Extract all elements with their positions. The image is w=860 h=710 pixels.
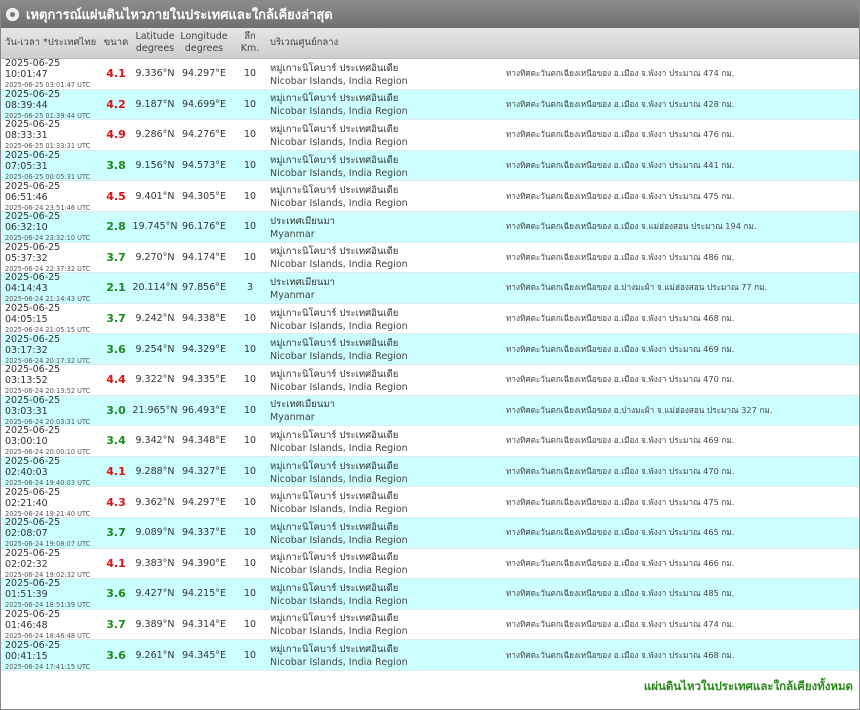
table-row[interactable] bbox=[1, 365, 859, 396]
table-row[interactable] bbox=[1, 59, 859, 90]
location-description: ทางทิศตะวันตกเฉียงเหนือของ อ.เมือง จ.พังงา ประมาณ 475 กม. bbox=[506, 190, 735, 201]
depth-value: 10 bbox=[243, 618, 257, 630]
thai-datetime: 2025-06-25 04:05:15 bbox=[5, 303, 61, 326]
latitude-value: 9.336°N bbox=[135, 68, 175, 80]
magnitude-value: 3.6 bbox=[106, 587, 126, 601]
latitude-value: 9.242°N bbox=[135, 313, 175, 325]
utc-datetime: 2025-06-25 01:39:44 UTC bbox=[5, 111, 91, 120]
datetime-cell bbox=[1, 119, 100, 150]
utc-datetime: 2025-06-24 19:08:07 UTC bbox=[5, 540, 91, 549]
utc-datetime: 2025-06-24 21:05:15 UTC bbox=[5, 326, 91, 335]
table-row[interactable] bbox=[1, 640, 859, 671]
thai-datetime: 2025-06-25 05:37:32 bbox=[5, 241, 61, 264]
longitude-value: 94.297°E bbox=[182, 68, 226, 80]
region-english: Nicobar Islands, India Region bbox=[270, 504, 408, 516]
location-description: ทางทิศตะวันตกเฉียงเหนือของ อ.เมือง จ.พังงา ประมาณ 469 กม. bbox=[506, 343, 735, 354]
location-description: ทางทิศตะวันตกเฉียงเหนือของ อ.เมือง จ.พังงา ประมาณ 470 กม. bbox=[506, 374, 735, 385]
depth-value: 10 bbox=[243, 160, 257, 172]
datetime-cell bbox=[1, 242, 100, 273]
region-cell bbox=[270, 61, 506, 87]
latitude-value: 9.156°N bbox=[135, 160, 175, 172]
datetime-cell bbox=[1, 487, 100, 518]
thai-datetime: 2025-06-25 10:01:47 bbox=[5, 58, 61, 81]
longitude-value: 94.314°E bbox=[182, 618, 226, 630]
magnitude-value: 4.5 bbox=[106, 189, 126, 203]
datetime-cell bbox=[1, 578, 100, 609]
magnitude-value: 3.0 bbox=[106, 403, 126, 417]
depth-value: 10 bbox=[243, 313, 257, 325]
latitude-value: 20.114°N bbox=[132, 282, 178, 294]
table-row[interactable] bbox=[1, 181, 859, 212]
utc-datetime: 2025-06-24 18:51:39 UTC bbox=[5, 601, 91, 610]
table-row[interactable] bbox=[1, 212, 859, 243]
region-cell bbox=[270, 459, 506, 485]
region-thai: หมู่เกาะนิโคบาร์ ประเทศอินเดีย bbox=[270, 123, 399, 135]
region-cell bbox=[270, 550, 506, 576]
region-thai: ประเทศเมียนมา bbox=[270, 399, 335, 411]
region-thai: หมู่เกาะนิโคบาร์ ประเทศอินเดีย bbox=[270, 246, 399, 258]
longitude-value: 97.856°E bbox=[182, 282, 226, 294]
longitude-value: 94.338°E bbox=[182, 313, 226, 325]
utc-datetime: 2025-06-24 22:37:32 UTC bbox=[5, 264, 91, 273]
region-thai: หมู่เกาะนิโคบาร์ ประเทศอินเดีย bbox=[270, 307, 399, 319]
region-cell bbox=[270, 489, 506, 515]
thai-datetime: 2025-06-25 02:02:32 bbox=[5, 547, 61, 570]
table-row[interactable] bbox=[1, 487, 859, 518]
region-english: Nicobar Islands, India Region bbox=[270, 657, 408, 669]
location-description: ทางทิศตะวันตกเฉียงเหนือของ อ.เมือง จ.พังงา ประมาณ 475 กม. bbox=[506, 496, 735, 507]
thai-datetime: 2025-06-25 03:03:31 bbox=[5, 394, 61, 417]
location-description: ทางทิศตะวันตกเฉียงเหนือของ อ.เมือง จ.พังงา ประมาณ 470 กม. bbox=[506, 466, 735, 477]
magnitude-value: 4.4 bbox=[106, 373, 126, 387]
region-english: Nicobar Islands, India Region bbox=[270, 167, 408, 179]
utc-datetime: 2025-06-24 19:21:40 UTC bbox=[5, 509, 91, 518]
region-thai: หมู่เกาะนิโคบาร์ ประเทศอินเดีย bbox=[270, 338, 399, 350]
longitude-value: 94.573°E bbox=[182, 160, 226, 172]
region-thai: หมู่เกาะนิโคบาร์ ประเทศอินเดีย bbox=[270, 185, 399, 197]
region-thai: หมู่เกาะนิโคบาร์ ประเทศอินเดีย bbox=[270, 521, 399, 533]
region-thai: หมู่เกาะนิโคบาร์ ประเทศอินเดีย bbox=[270, 552, 399, 564]
magnitude-value: 4.3 bbox=[106, 495, 126, 509]
region-thai: ประเทศเมียนมา bbox=[270, 215, 335, 227]
latitude-value: 21.965°N bbox=[132, 404, 178, 416]
earthquake-list bbox=[1, 59, 859, 671]
region-thai: หมู่เกาะนิโคบาร์ ประเทศอินเดีย bbox=[270, 644, 399, 656]
datetime-cell bbox=[1, 395, 100, 426]
depth-value: 3 bbox=[246, 282, 254, 294]
utc-datetime: 2025-06-24 20:00:10 UTC bbox=[5, 448, 91, 457]
location-description: ทางทิศตะวันตกเฉียงเหนือของ อ.เมือง จ.พังงา ประมาณ 441 กม. bbox=[506, 160, 735, 171]
latitude-value: 9.254°N bbox=[135, 343, 175, 355]
depth-value: 10 bbox=[243, 527, 257, 539]
region-cell bbox=[270, 367, 506, 393]
depth-value: 10 bbox=[243, 466, 257, 478]
magnitude-value: 3.6 bbox=[106, 648, 126, 662]
thai-datetime: 2025-06-25 03:13:52 bbox=[5, 364, 61, 387]
header-magnitude: ขนาด bbox=[103, 37, 129, 48]
region-english: Nicobar Islands, India Region bbox=[270, 534, 408, 546]
region-english: Nicobar Islands, India Region bbox=[270, 381, 408, 393]
header-longitude: Longitude degrees bbox=[180, 31, 228, 54]
table-row[interactable] bbox=[1, 334, 859, 365]
magnitude-value: 3.7 bbox=[106, 526, 126, 540]
location-description: ทางทิศตะวันตกเฉียงเหนือของ อ.เมือง จ.พังงา ประมาณ 476 กม. bbox=[506, 129, 735, 140]
region-cell bbox=[270, 244, 506, 270]
magnitude-value: 4.1 bbox=[106, 465, 126, 479]
depth-value: 10 bbox=[243, 68, 257, 80]
depth-value: 10 bbox=[243, 129, 257, 141]
latitude-value: 9.383°N bbox=[135, 557, 175, 569]
latitude-value: 9.270°N bbox=[135, 251, 175, 263]
magnitude-value: 3.6 bbox=[106, 342, 126, 356]
latitude-value: 9.187°N bbox=[135, 98, 175, 110]
utc-datetime: 2025-06-25 01:33:31 UTC bbox=[5, 142, 91, 151]
datetime-cell bbox=[1, 181, 100, 212]
latitude-value: 19.745°N bbox=[132, 221, 178, 233]
magnitude-value: 3.7 bbox=[106, 312, 126, 326]
longitude-value: 94.335°E bbox=[182, 374, 226, 386]
latitude-value: 9.401°N bbox=[135, 190, 175, 202]
region-english: Myanmar bbox=[270, 228, 315, 240]
latitude-value: 9.286°N bbox=[135, 129, 175, 141]
region-english: Nicobar Islands, India Region bbox=[270, 473, 408, 485]
location-description: ทางทิศตะวันตกเฉียงเหนือของ อ.เมือง จ.พังงา ประมาณ 465 กม. bbox=[506, 527, 735, 538]
latitude-value: 9.342°N bbox=[135, 435, 175, 447]
location-description: ทางทิศตะวันตกเฉียงเหนือของ อ.เมือง จ.พังงา ประมาณ 474 กม. bbox=[506, 618, 735, 629]
thai-datetime: 2025-06-25 03:00:10 bbox=[5, 425, 61, 448]
datetime-cell bbox=[1, 272, 100, 303]
depth-value: 10 bbox=[243, 404, 257, 416]
thai-datetime: 2025-06-25 01:46:48 bbox=[5, 608, 61, 631]
region-cell bbox=[270, 183, 506, 209]
thai-datetime: 2025-06-25 03:17:32 bbox=[5, 333, 61, 356]
depth-value: 10 bbox=[243, 588, 257, 600]
header-depth: ลึก Km. bbox=[240, 31, 260, 54]
region-english: Nicobar Islands, India Region bbox=[270, 106, 408, 118]
thai-datetime: 2025-06-25 00:41:15 bbox=[5, 639, 61, 662]
latitude-value: 9.261°N bbox=[135, 649, 175, 661]
longitude-value: 94.305°E bbox=[182, 190, 226, 202]
longitude-value: 94.329°E bbox=[182, 343, 226, 355]
utc-datetime: 2025-06-24 17:41:15 UTC bbox=[5, 662, 91, 671]
depth-value: 10 bbox=[243, 496, 257, 508]
header-latitude: Latitude degrees bbox=[135, 31, 175, 54]
datetime-cell bbox=[1, 211, 100, 242]
utc-datetime: 2025-06-24 20:13:52 UTC bbox=[5, 387, 91, 396]
utc-datetime: 2025-06-24 20:03:31 UTC bbox=[5, 417, 91, 426]
magnitude-value: 4.2 bbox=[106, 97, 126, 111]
depth-value: 10 bbox=[243, 98, 257, 110]
magnitude-value: 2.8 bbox=[106, 220, 126, 234]
depth-value: 10 bbox=[243, 374, 257, 386]
datetime-cell bbox=[1, 150, 100, 181]
longitude-value: 94.276°E bbox=[182, 129, 226, 141]
longitude-value: 96.176°E bbox=[182, 221, 226, 233]
datetime-cell bbox=[1, 364, 100, 395]
region-english: Nicobar Islands, India Region bbox=[270, 442, 408, 454]
datetime-cell bbox=[1, 609, 100, 640]
region-english: Myanmar bbox=[270, 289, 315, 301]
region-cell bbox=[270, 397, 506, 423]
location-description: ทางทิศตะวันตกเฉียงเหนือของ อ.ปางมะผ้า จ.แม่ฮ่องสอน ประมาณ 77 กม. bbox=[506, 282, 768, 293]
location-description: ทางทิศตะวันตกเฉียงเหนือของ อ.เมือง จ.พังงา ประมาณ 428 กม. bbox=[506, 98, 735, 109]
thai-datetime: 2025-06-25 08:39:44 bbox=[5, 88, 61, 111]
longitude-value: 94.390°E bbox=[182, 557, 226, 569]
datetime-cell bbox=[1, 303, 100, 334]
region-cell bbox=[270, 611, 506, 637]
thai-datetime: 2025-06-25 02:21:40 bbox=[5, 486, 61, 509]
location-description: ทางทิศตะวันตกเฉียงเหนือของ อ.เมือง จ.พังงา ประมาณ 485 กม. bbox=[506, 588, 735, 599]
datetime-cell bbox=[1, 456, 100, 487]
latitude-value: 9.389°N bbox=[135, 618, 175, 630]
region-cell bbox=[270, 520, 506, 546]
latitude-value: 9.288°N bbox=[135, 466, 175, 478]
longitude-value: 94.337°E bbox=[182, 527, 226, 539]
magnitude-value: 4.1 bbox=[106, 556, 126, 570]
table-row[interactable] bbox=[1, 120, 859, 151]
latitude-value: 9.427°N bbox=[135, 588, 175, 600]
utc-datetime: 2025-06-24 19:02:32 UTC bbox=[5, 570, 91, 579]
location-description: ทางทิศตะวันตกเฉียงเหนือของ อ.เมือง จ.พังงา ประมาณ 468 กม. bbox=[506, 313, 735, 324]
datetime-cell bbox=[1, 640, 100, 671]
thai-datetime: 2025-06-25 06:51:46 bbox=[5, 180, 61, 203]
utc-datetime: 2025-06-24 21:14:43 UTC bbox=[5, 295, 91, 304]
region-cell bbox=[270, 275, 506, 301]
depth-value: 10 bbox=[243, 435, 257, 447]
depth-value: 10 bbox=[243, 190, 257, 202]
location-description: ทางทิศตะวันตกเฉียงเหนือของ อ.เมือง จ.แม่ฮ่องสอน ประมาณ 194 กม. bbox=[506, 221, 757, 232]
panel-title: เหตุการณ์แผ่นดินไหวภายในประเทศและใกล้เคียงล่าสุด bbox=[26, 8, 333, 23]
depth-value: 10 bbox=[243, 649, 257, 661]
thai-datetime: 2025-06-25 07:05:31 bbox=[5, 150, 61, 173]
region-cell bbox=[270, 306, 506, 332]
longitude-value: 94.699°E bbox=[182, 98, 226, 110]
thai-datetime: 2025-06-25 08:33:31 bbox=[5, 119, 61, 142]
region-thai: หมู่เกาะนิโคบาร์ ประเทศอินเดีย bbox=[270, 154, 399, 166]
region-cell bbox=[270, 336, 506, 362]
region-thai: หมู่เกาะนิโคบาร์ ประเทศอินเดีย bbox=[270, 582, 399, 594]
table-row[interactable] bbox=[1, 518, 859, 549]
longitude-value: 94.327°E bbox=[182, 466, 226, 478]
region-cell bbox=[270, 581, 506, 607]
region-thai: หมู่เกาะนิโคบาร์ ประเทศอินเดีย bbox=[270, 429, 399, 441]
thai-datetime: 2025-06-25 01:51:39 bbox=[5, 578, 61, 601]
longitude-value: 94.297°E bbox=[182, 496, 226, 508]
region-cell bbox=[270, 642, 506, 668]
region-cell bbox=[270, 214, 506, 240]
thai-datetime: 2025-06-25 02:40:03 bbox=[5, 456, 61, 479]
region-cell bbox=[270, 91, 506, 117]
utc-datetime: 2025-06-24 23:32:10 UTC bbox=[5, 234, 91, 243]
region-thai: หมู่เกาะนิโคบาร์ ประเทศอินเดีย bbox=[270, 613, 399, 625]
location-description: ทางทิศตะวันตกเฉียงเหนือของ อ.เมือง จ.พังงา ประมาณ 466 กม. bbox=[506, 557, 735, 568]
depth-value: 10 bbox=[243, 343, 257, 355]
thai-datetime: 2025-06-25 04:14:43 bbox=[5, 272, 61, 295]
datetime-cell bbox=[1, 517, 100, 548]
longitude-value: 94.215°E bbox=[182, 588, 226, 600]
depth-value: 10 bbox=[243, 221, 257, 233]
datetime-cell bbox=[1, 334, 100, 365]
thai-datetime: 2025-06-25 02:08:07 bbox=[5, 517, 61, 540]
depth-value: 10 bbox=[243, 251, 257, 263]
table-row[interactable] bbox=[1, 90, 859, 121]
magnitude-value: 3.7 bbox=[106, 250, 126, 264]
region-thai: หมู่เกาะนิโคบาร์ ประเทศอินเดีย bbox=[270, 368, 399, 380]
header-region: บริเวณศูนย์กลาง bbox=[270, 37, 339, 48]
region-thai: หมู่เกาะนิโคบาร์ ประเทศอินเดีย bbox=[270, 491, 399, 503]
region-cell bbox=[270, 153, 506, 179]
table-row[interactable] bbox=[1, 243, 859, 274]
region-thai: ประเทศเมียนมา bbox=[270, 276, 335, 288]
region-english: Nicobar Islands, India Region bbox=[270, 351, 408, 363]
circle-bullet-icon bbox=[6, 8, 19, 21]
region-thai: หมู่เกาะนิโคบาร์ ประเทศอินเดีย bbox=[270, 460, 399, 472]
table-row[interactable] bbox=[1, 426, 859, 457]
region-english: Nicobar Islands, India Region bbox=[270, 320, 408, 332]
location-description: ทางทิศตะวันตกเฉียงเหนือของ อ.เมือง จ.พังงา ประมาณ 468 กม. bbox=[506, 649, 735, 660]
region-english: Nicobar Islands, India Region bbox=[270, 626, 408, 638]
location-description: ทางทิศตะวันตกเฉียงเหนือของ อ.ปางมะผ้า จ.แม่ฮ่องสอน ประมาณ 327 กม. bbox=[506, 404, 773, 415]
region-english: Nicobar Islands, India Region bbox=[270, 75, 408, 87]
table-row[interactable] bbox=[1, 273, 859, 304]
region-english: Nicobar Islands, India Region bbox=[270, 595, 408, 607]
utc-datetime: 2025-06-25 00:05:31 UTC bbox=[5, 173, 91, 182]
region-thai: หมู่เกาะนิโคบาร์ ประเทศอินเดีย bbox=[270, 93, 399, 105]
magnitude-value: 3.8 bbox=[106, 159, 126, 173]
table-row[interactable] bbox=[1, 151, 859, 182]
location-description: ทางทิศตะวันตกเฉียงเหนือของ อ.เมือง จ.พังงา ประมาณ 469 กม. bbox=[506, 435, 735, 446]
longitude-value: 94.348°E bbox=[182, 435, 226, 447]
region-english: Nicobar Islands, India Region bbox=[270, 259, 408, 271]
table-row[interactable] bbox=[1, 549, 859, 580]
location-description: ทางทิศตะวันตกเฉียงเหนือของ อ.เมือง จ.พังงา ประมาณ 474 กม. bbox=[506, 68, 735, 79]
table-row[interactable] bbox=[1, 610, 859, 641]
all-earthquakes-link[interactable]: แผ่นดินไหวในประเทศและใกล้เคียงทั้งหมด bbox=[643, 679, 853, 693]
longitude-value: 94.345°E bbox=[182, 649, 226, 661]
location-description: ทางทิศตะวันตกเฉียงเหนือของ อ.เมือง จ.พังงา ประมาณ 486 กม. bbox=[506, 251, 735, 262]
utc-datetime: 2025-06-25 03:01:47 UTC bbox=[5, 81, 91, 90]
longitude-value: 96.493°E bbox=[182, 404, 226, 416]
magnitude-value: 4.1 bbox=[106, 67, 126, 81]
panel-titlebar bbox=[1, 1, 859, 28]
utc-datetime: 2025-06-24 18:46:48 UTC bbox=[5, 631, 91, 640]
longitude-value: 94.174°E bbox=[182, 251, 226, 263]
magnitude-value: 4.9 bbox=[106, 128, 126, 142]
thai-datetime: 2025-06-25 06:32:10 bbox=[5, 211, 61, 234]
latitude-value: 9.089°N bbox=[135, 527, 175, 539]
region-cell bbox=[270, 428, 506, 454]
table-row[interactable] bbox=[1, 457, 859, 488]
table-row[interactable] bbox=[1, 304, 859, 335]
depth-value: 10 bbox=[243, 557, 257, 569]
utc-datetime: 2025-06-24 20:17:32 UTC bbox=[5, 356, 91, 365]
region-english: Nicobar Islands, India Region bbox=[270, 198, 408, 210]
table-header bbox=[1, 28, 859, 59]
utc-datetime: 2025-06-24 23:51:46 UTC bbox=[5, 203, 91, 212]
table-row[interactable] bbox=[1, 579, 859, 610]
magnitude-value: 2.1 bbox=[106, 281, 126, 295]
magnitude-value: 3.7 bbox=[106, 617, 126, 631]
region-english: Myanmar bbox=[270, 412, 315, 424]
latitude-value: 9.362°N bbox=[135, 496, 175, 508]
utc-datetime: 2025-06-24 19:40:03 UTC bbox=[5, 479, 91, 488]
datetime-cell bbox=[1, 425, 100, 456]
region-english: Nicobar Islands, India Region bbox=[270, 136, 408, 148]
magnitude-value: 3.4 bbox=[106, 434, 126, 448]
region-thai: หมู่เกาะนิโคบาร์ ประเทศอินเดีย bbox=[270, 62, 399, 74]
region-english: Nicobar Islands, India Region bbox=[270, 565, 408, 577]
table-row[interactable] bbox=[1, 396, 859, 427]
header-datetime: วัน-เวลา *ประเทศไทย bbox=[5, 37, 97, 48]
datetime-cell bbox=[1, 58, 100, 89]
datetime-cell bbox=[1, 89, 100, 120]
datetime-cell bbox=[1, 548, 100, 579]
region-cell bbox=[270, 122, 506, 148]
latitude-value: 9.322°N bbox=[135, 374, 175, 386]
